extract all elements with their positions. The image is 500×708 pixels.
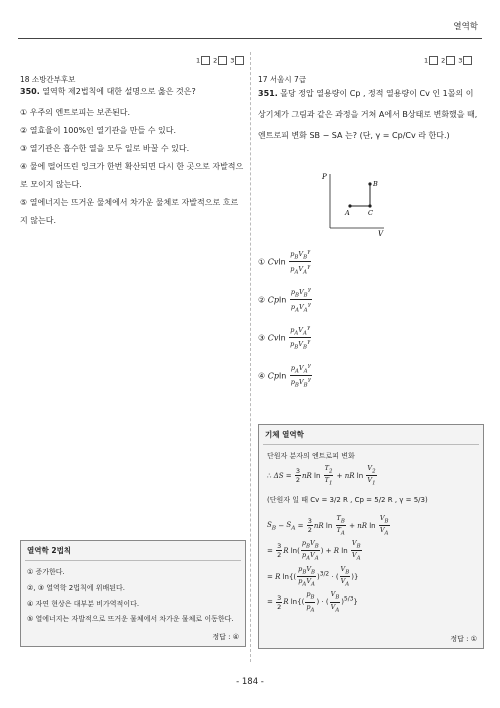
checkbox-3 bbox=[235, 56, 244, 65]
graph-y-label: P bbox=[322, 173, 327, 181]
explanation-panel-351 bbox=[258, 424, 484, 649]
explanation-subtitle: 단원자 분자의 엔트로피 변화 bbox=[267, 452, 355, 460]
column-divider bbox=[250, 52, 251, 662]
step-3: = $\frac{3}{2}$ R ln{( $\frac{p_B}{p_A}$ ) · ( $\frac{V_B}{V_A}$ )$^{5/3}$} bbox=[267, 590, 358, 613]
option-351-2: ② Cpln $\frac{p_BV_B^\gamma}{p_AV_A^\gamma}$ bbox=[258, 286, 311, 313]
step-2: = R ln{( $\frac{p_BV_B}{p_AV_A}$ )$^{3/2}$ · ( $\frac{V_B}{V_A}$ )} bbox=[267, 564, 359, 588]
question-source-351: 17 서울시 7급 bbox=[258, 75, 307, 84]
question-351: 351. 몰당 정압 열용량이 Cp , 정적 열용량이 Cv 인 1몰의 이상기체가 그림과 같은 과정을 거쳐 A에서 B상태로 변화했을 때, 엔트로피 변화 SB − SA 는? (단, γ = Cp/Cv 라 한다.) bbox=[258, 89, 478, 140]
explanation-title-351: 기체 열역학 bbox=[265, 430, 304, 439]
mono-note: (단원자 일 때 Cv = 3/2 R , Cp = 5/2 R , γ = 5/3) bbox=[267, 495, 428, 504]
options-350 bbox=[20, 104, 244, 230]
running-title: 열역학 bbox=[453, 22, 478, 32]
page-number: - 184 - bbox=[236, 677, 264, 687]
question-source: 18 소방간부후보 bbox=[20, 75, 76, 84]
options-351 bbox=[258, 248, 313, 400]
checkbox-1 bbox=[429, 56, 438, 65]
delta-s-formula: ∴ ΔS = $\frac{3}{2}$ nR ln $\frac{T_2}{T_1}$ + nR ln $\frac{V_2}{V_1}$ bbox=[267, 464, 376, 487]
point-c-label: C bbox=[368, 209, 373, 217]
option-4: ④ 물에 떨어뜨린 잉크가 한번 확산되면 다시 한 곳으로 자발적으로 모이지 않는다. bbox=[20, 162, 244, 189]
pv-graph bbox=[318, 170, 388, 236]
checkbox-2 bbox=[446, 56, 455, 65]
option-1: ① 우주의 엔트로피는 보존된다. bbox=[20, 108, 131, 117]
option-351-3: ③ Cvln $\frac{p_AV_A^\gamma}{p_BV_B^\gamma}$ bbox=[258, 324, 311, 351]
option-351-1: ① Cvln $\frac{p_BV_B^\gamma}{p_AV_A^\gamma}$ bbox=[258, 249, 311, 275]
graph-x-label: V bbox=[378, 230, 384, 236]
option-5: ⑤ 열에너지는 뜨거운 물체에서 차가운 물체로 자발적으로 흐르지 않는다. bbox=[20, 198, 239, 225]
checkbox-1 bbox=[201, 56, 210, 65]
point-b-label: B bbox=[373, 180, 378, 188]
checkbox-2 bbox=[218, 56, 227, 65]
option-3: ③ 열기관은 흡수한 열을 모두 일로 바꿀 수 있다. bbox=[20, 144, 190, 153]
sb-sa-formula: $S_B - S_A$ = $\frac{3}{2}$ nR ln $\frac{T_B}{T_A}$ + nR ln $\frac{V_B}{V_A}$ bbox=[267, 513, 389, 537]
answer-351: 정답 : ① bbox=[450, 635, 477, 643]
question-350: 350. 열역학 제2법칙에 대한 설명으로 옳은 것은? bbox=[20, 87, 196, 96]
check-boxes-left[interactable]: 1 2 3 bbox=[196, 56, 244, 65]
explanation-panel-350: 열역학 2법칙 ① 증가한다. ②, ③ 열역학 2법칙에 위배된다. ④ 자연 현상은 대부분 비가역적이다. ⑤ 열에너지는 자발적으로 뜨거운 물체에서 차가운 물체로 이동한다. 정답 : ④ bbox=[20, 540, 246, 647]
option-2: ② 열효율이 100%인 열기관을 만들 수 있다. bbox=[20, 126, 177, 135]
checkbox-3 bbox=[463, 56, 472, 65]
explanation-title: 열역학 2법칙 bbox=[27, 546, 72, 555]
step-1: = $\frac{3}{2}$ R ln( $\frac{p_BV_B}{p_AV_A}$ ) + R ln $\frac{V_B}{V_A}$ bbox=[267, 539, 361, 562]
point-a-label: A bbox=[345, 209, 350, 217]
option-351-4: ④ Cpln $\frac{p_AV_A^\gamma}{p_BV_B^\gamma}$ bbox=[258, 362, 311, 389]
answer-350: 정답 : ④ bbox=[212, 633, 239, 641]
check-boxes-right[interactable]: 1 2 3 bbox=[424, 56, 472, 65]
header-rule bbox=[18, 38, 482, 39]
